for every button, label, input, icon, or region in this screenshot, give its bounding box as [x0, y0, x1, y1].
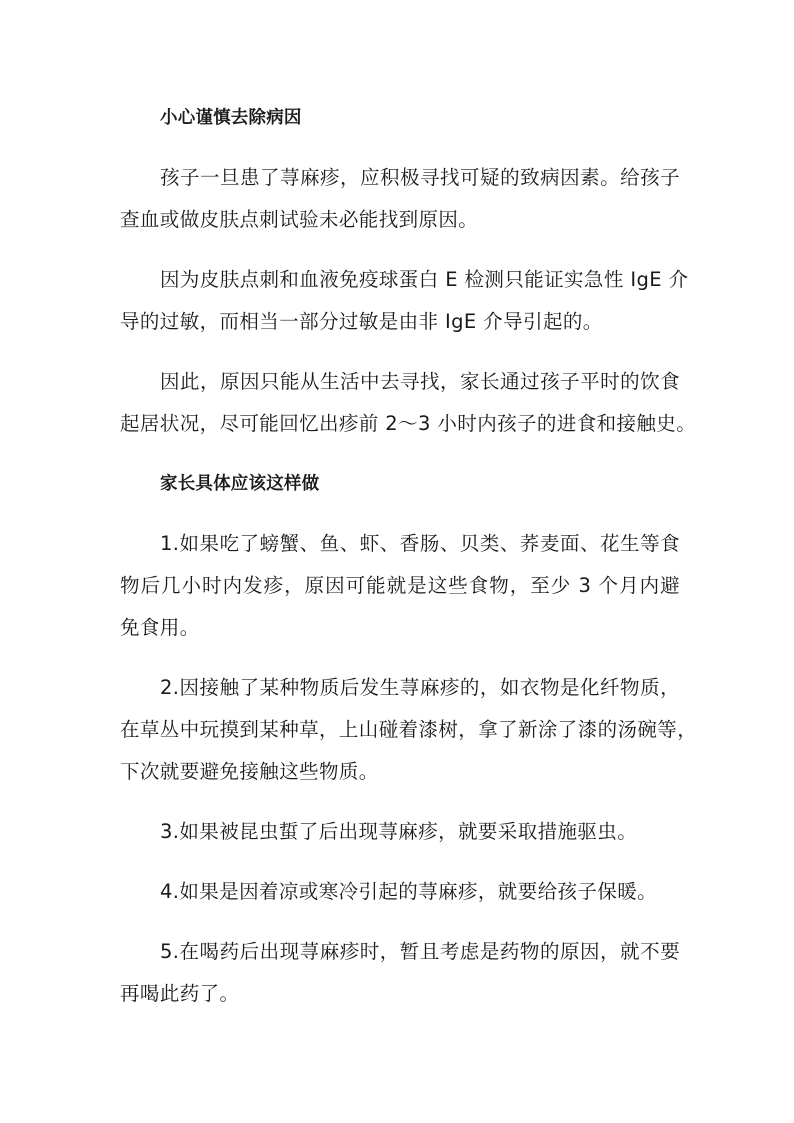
list-item-1-line-1: 1.如果吃了螃蟹、鱼、虾、香肠、贝类、荞麦面、花生等食: [160, 532, 680, 555]
list-item-1-line-2: 物后几小时内发疹，原因可能就是这些食物，至少 3 个月内避: [120, 574, 680, 597]
list-item-1-line-3: 免食用。: [120, 616, 200, 639]
list-item-2-line-1: 2.因接触了某种物质后发生荨麻疹的，如衣物是化纤物质，: [160, 676, 680, 699]
paragraph-3-line-2: 起居状况，尽可能回忆出疹前 2～3 小时内孩子的进食和接触史。: [120, 412, 697, 435]
paragraph-2-line-1: 因为皮肤点刺和血液免疫球蛋白 E 检测只能证实急性 IgE 介: [160, 268, 689, 291]
paragraph-2-line-2: 导的过敏，而相当一部分过敏是由非 IgE 介导引起的。: [120, 310, 603, 333]
paragraph-1-line-1: 孩子一旦患了荨麻疹，应积极寻找可疑的致病因素。给孩子: [160, 166, 680, 189]
section-heading-remove-cause: 小心谨慎去除病因: [160, 108, 302, 128]
paragraph-1-line-2: 查血或做皮肤点刺试验未必能找到原因。: [120, 208, 479, 231]
section-heading-parent-actions: 家长具体应该这样做: [160, 474, 320, 494]
paragraph-3-line-1: 因此，原因只能从生活中去寻找，家长通过孩子平时的饮食: [160, 370, 680, 393]
list-item-5-line-2: 再喝此药了。: [120, 982, 240, 1005]
list-item-2-line-3: 下次就要避免接触这些物质。: [120, 760, 379, 783]
list-item-3-line-1: 3.如果被昆虫蜇了后出现荨麻疹，就要采取措施驱虫。: [160, 820, 638, 843]
list-item-4-line-1: 4.如果是因着凉或寒冷引起的荨麻疹，就要给孩子保暖。: [160, 880, 658, 903]
list-item-5-line-1: 5.在喝药后出现荨麻疹时，暂且考虑是药物的原因，就不要: [160, 940, 680, 963]
list-item-2-line-2: 在草丛中玩摸到某种草，上山碰着漆树，拿了新涂了漆的汤碗等，: [120, 718, 698, 741]
